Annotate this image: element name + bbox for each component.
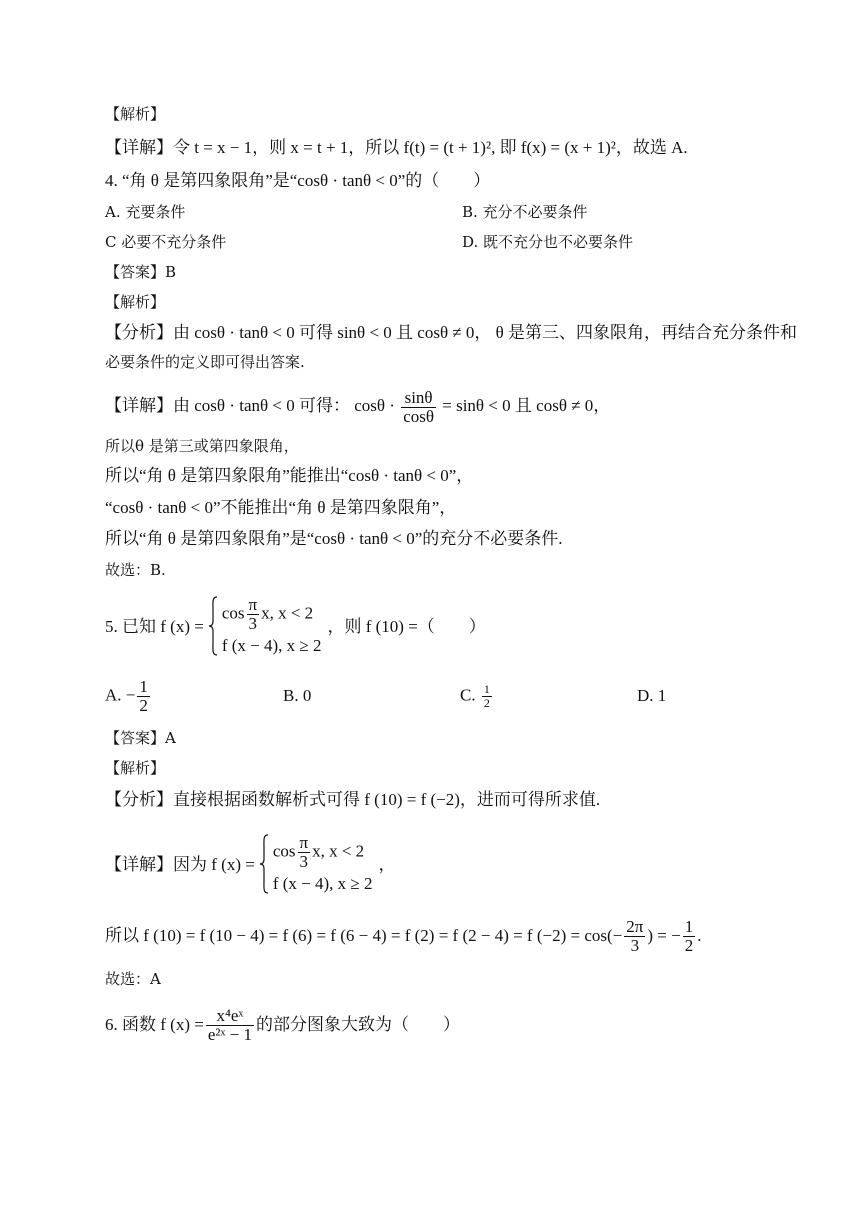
q5-stem-pre: 5. 已知 f (x) =	[105, 617, 204, 636]
calc-den1: 3	[624, 936, 645, 955]
q4-line4: 所以“角 θ 是第四象限角”是“cosθ · tanθ < 0”的充分不必要条件.	[105, 529, 563, 548]
q6-fraction	[206, 1007, 254, 1044]
case1-frac	[247, 596, 260, 633]
detail-case1-den: 3	[298, 852, 311, 871]
q6-num: x⁴eˣ	[216, 1005, 244, 1025]
q6-den: e²ˣ − 1	[207, 1024, 252, 1044]
q5-calc-mid: ) = −	[647, 926, 681, 945]
q4-option-a: A. 充要条件	[105, 203, 186, 221]
q5-a-den: 2	[139, 695, 148, 715]
q5-detail-pre: 【详解】因为 f (x) =	[105, 855, 255, 874]
q5-option-b: B. 0	[283, 686, 312, 705]
q6-stem-pre: 6. 函数 f (x) =	[105, 1015, 204, 1034]
q4-option-c: C 必要不充分条件	[105, 233, 227, 251]
q4-answer: 【答案】B	[105, 263, 177, 281]
q4-detail-post: = sinθ < 0 且 cosθ ≠ 0，	[442, 396, 611, 415]
calc-num1: 2π	[626, 916, 644, 936]
q5-option-a-label: A.	[105, 684, 122, 704]
q4-fraction-den: cosθ	[403, 406, 434, 426]
q5-calc-end: .	[697, 926, 702, 945]
q6-stem	[105, 1002, 460, 1048]
q4-jiexi: 【解析】	[105, 293, 166, 311]
q4-line1: 所以θ 是第三或第四象限角，	[105, 437, 299, 455]
q5-analysis: 【分析】直接根据函数解析式可得 f (10) = f (−2)，进而可得所求值.	[105, 790, 601, 809]
case1-num: π	[248, 594, 258, 614]
case1-post: x, x < 2	[261, 602, 314, 622]
q5-stem	[105, 592, 486, 662]
q4-fraction	[401, 389, 436, 426]
q4-choose: 故选：B.	[105, 561, 166, 579]
calc-den2: 2	[684, 935, 694, 955]
jiexi-label-prev: 【解析】	[105, 105, 166, 123]
q4-line2: 所以“角 θ 是第四象限角”能推出“cosθ · tanθ < 0”，	[105, 466, 474, 485]
q5-case1	[222, 596, 322, 633]
q5-choose: 故选：A	[105, 970, 161, 988]
detail-prev	[105, 137, 688, 159]
case1-den: 3	[247, 614, 260, 633]
q5-calc-pre: 所以 f (10) = f (10 − 4) = f (6) = f (6 − 4) = f (2) = f (2 − 4) = f (−2) = cos(−	[105, 926, 623, 945]
q4-analysis-line1: 【分析】由 cosθ · tanθ < 0 可得 sinθ < 0 且 cosθ ≠ 0， θ 是第三、四象限角，再结合充分条件和	[105, 323, 798, 342]
brace-icon	[259, 834, 269, 894]
q5-calc	[105, 914, 701, 958]
q5-c-num: 1	[483, 681, 490, 696]
q5-option-c	[460, 683, 494, 710]
q5-detail	[105, 830, 395, 900]
q4-fraction-num: sinθ	[404, 387, 433, 407]
q5-option-c-frac	[482, 683, 492, 710]
calc-num2: 1	[684, 916, 694, 936]
q6-stem-post: 的部分图象大致为（ ）	[255, 1015, 460, 1034]
q5-detail-post: ，	[378, 855, 396, 874]
q4-stem: 4. “角 θ 是第四象限角”是“cosθ · tanθ < 0”的（ ）	[105, 171, 491, 190]
q5-stem-post: ，则 f (10) =（ ）	[327, 617, 486, 636]
detail-label: 【详解】	[105, 138, 173, 157]
q5-option-a	[105, 678, 152, 715]
q5-option-a-frac	[137, 678, 150, 715]
detail-case1-num: π	[299, 832, 309, 852]
detail-case1-post: x, x < 2	[312, 840, 365, 860]
detail-case1-cos: cos	[272, 840, 296, 860]
q5-answer: 【答案】A	[105, 729, 176, 747]
q5-calc-frac2	[683, 918, 696, 955]
brace-icon	[208, 596, 218, 656]
q5-detail-case1	[273, 834, 373, 871]
q5-piecewise	[208, 596, 322, 659]
q5-options	[105, 676, 665, 716]
q5-jiexi: 【解析】	[105, 759, 166, 777]
q5-option-a-sign: −	[125, 684, 136, 704]
q4-analysis-line2: 必要条件的定义即可得出答案.	[105, 353, 305, 371]
detail-text: 令 t = x − 1，则 x = t + 1，所以 f(t) = (t + 1)², 即 f(x) = (x + 1)²，故选 A.	[173, 138, 688, 157]
q4-detail	[105, 383, 610, 429]
q5-detail-case2: f (x − 4), x ≥ 2	[272, 873, 373, 893]
q4-line3: “cosθ · tanθ < 0”不能推出“角 θ 是第四象限角”，	[105, 498, 457, 517]
case1-cos: cos	[221, 602, 245, 622]
q5-case2: f (x − 4), x ≥ 2	[221, 635, 322, 655]
q4-option-d: D. 既不充分也不必要条件	[462, 233, 634, 251]
q5-option-d: D. 1	[637, 686, 667, 705]
q5-c-den: 2	[483, 695, 490, 710]
q5-calc-frac1	[624, 918, 645, 955]
q5-option-c-label: C.	[460, 684, 476, 704]
q4-option-b: B. 充分不必要条件	[462, 203, 588, 221]
q5-detail-piecewise	[259, 834, 373, 897]
q5-a-num: 1	[139, 676, 148, 696]
detail-case1-frac	[298, 834, 311, 871]
q4-detail-pre: 【详解】由 cosθ · tanθ < 0 可得： cosθ ·	[105, 396, 395, 415]
